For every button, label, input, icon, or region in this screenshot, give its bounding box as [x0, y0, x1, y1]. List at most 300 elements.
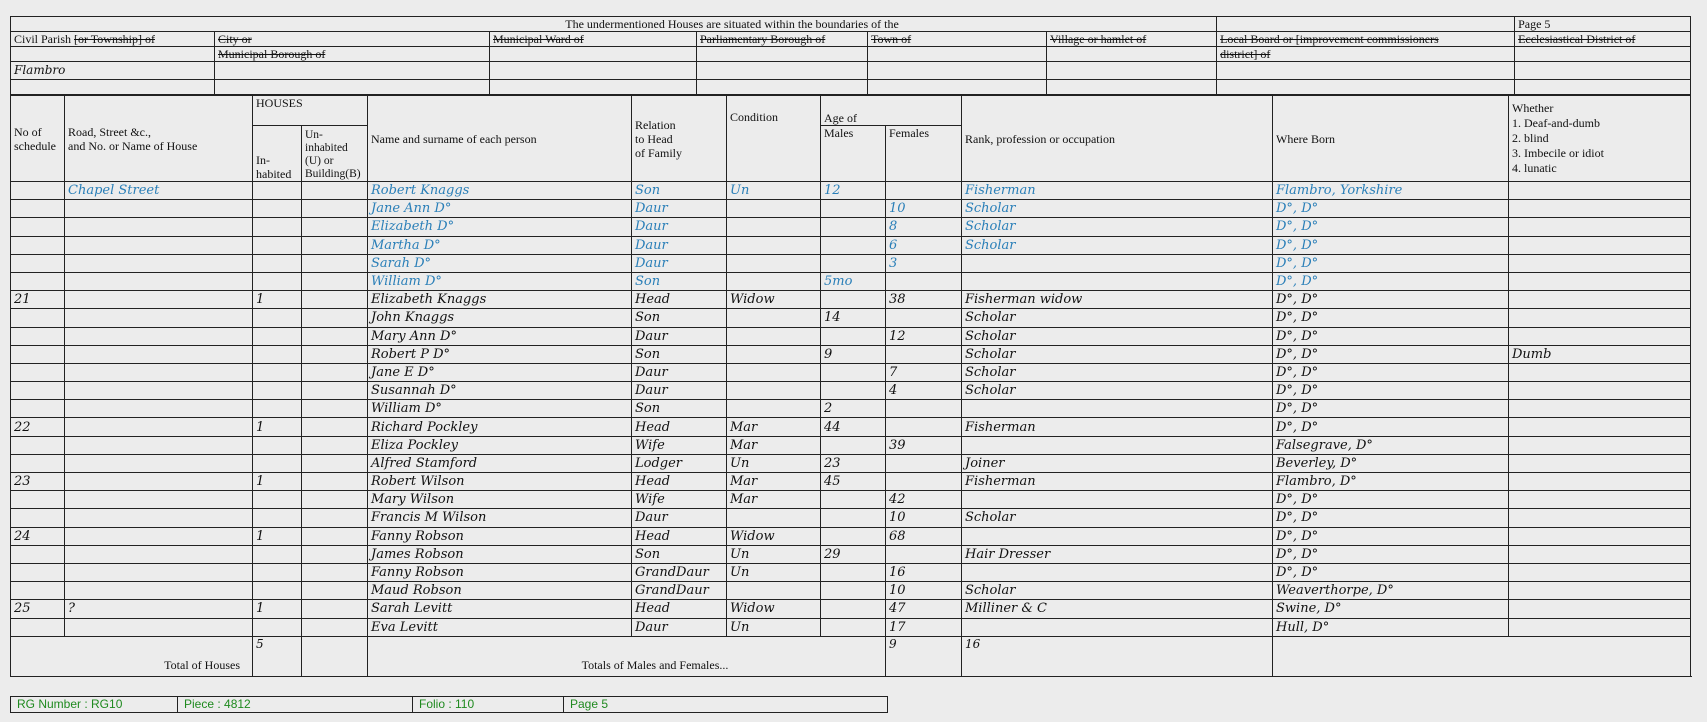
condition-cell: [727, 363, 821, 381]
schedule-cell: [11, 618, 65, 636]
uninhabited-cell: [302, 436, 368, 454]
uninhabited-cell: [302, 400, 368, 418]
whether-cell: [1509, 454, 1691, 472]
whether-cell: [1509, 418, 1691, 436]
table-row: [11, 454, 1691, 472]
table-row: [11, 236, 1691, 254]
condition-cell: [727, 509, 821, 527]
inhabited-cell: [253, 582, 302, 600]
males-cell: 9: [821, 345, 886, 363]
males-cell: [821, 509, 886, 527]
females-cell: 38: [886, 291, 962, 309]
table-row: [11, 291, 1691, 309]
whether-cell: [1509, 254, 1691, 272]
table-row: [11, 545, 1691, 563]
where-born-cell: Hull, D°: [1273, 618, 1509, 636]
town-label: Town of: [868, 32, 1047, 47]
road-cell: [65, 236, 253, 254]
inhabited-cell: 1: [253, 291, 302, 309]
relation-cell: Head: [632, 473, 727, 491]
road-cell: [65, 491, 253, 509]
females-cell: 3: [886, 254, 962, 272]
relation-cell: Head: [632, 291, 727, 309]
uninhabited-cell: [302, 327, 368, 345]
ecclesiastical-label: Ecclesiastical District of: [1515, 32, 1691, 47]
females-cell: 8: [886, 218, 962, 236]
schedule-cell: [11, 382, 65, 400]
occupation-cell: Scholar: [962, 218, 1273, 236]
col-relation: Relation to Head of Family: [632, 96, 727, 182]
occupation-cell: Scholar: [962, 236, 1273, 254]
males-cell: 14: [821, 309, 886, 327]
name-cell: Fanny Robson: [368, 527, 632, 545]
inhabited-cell: [253, 491, 302, 509]
schedule-cell: [11, 436, 65, 454]
whether-cell: [1509, 618, 1691, 636]
totals-persons-label: Totals of Males and Females...: [368, 636, 886, 676]
males-cell: 29: [821, 545, 886, 563]
males-cell: [821, 618, 886, 636]
females-cell: 10: [886, 582, 962, 600]
occupation-cell: Scholar: [962, 363, 1273, 381]
road-cell: [65, 527, 253, 545]
relation-cell: Wife: [632, 436, 727, 454]
relation-cell: Daur: [632, 509, 727, 527]
table-row: [11, 509, 1691, 527]
folio-number: Folio : 110: [413, 697, 564, 712]
name-cell: Robert Wilson: [368, 473, 632, 491]
uninhabited-cell: [302, 182, 368, 200]
where-born-cell: Flambro, Yorkshire: [1273, 182, 1509, 200]
condition-cell: Un: [727, 618, 821, 636]
condition-cell: [727, 200, 821, 218]
name-cell: Sarah D°: [368, 254, 632, 272]
occupation-cell: Scholar: [962, 382, 1273, 400]
condition-cell: Un: [727, 545, 821, 563]
relation-cell: Daur: [632, 363, 727, 381]
condition-cell: Mar: [727, 436, 821, 454]
occupation-cell: [962, 254, 1273, 272]
females-cell: [886, 309, 962, 327]
uninhabited-cell: [302, 473, 368, 491]
males-cell: 44: [821, 418, 886, 436]
col-inhabited: In- habited: [253, 126, 302, 182]
males-cell: [821, 327, 886, 345]
road-cell: [65, 309, 253, 327]
table-row: [11, 182, 1691, 200]
whether-cell: [1509, 491, 1691, 509]
where-born-cell: Flambro, D°: [1273, 473, 1509, 491]
inhabited-cell: [253, 272, 302, 290]
col-where-born: Where Born: [1273, 96, 1509, 182]
relation-cell: Daur: [632, 218, 727, 236]
females-cell: 16: [886, 563, 962, 581]
where-born-cell: D°, D°: [1273, 400, 1509, 418]
col-uninhabited: Un- inhabited (U) or Building(B): [302, 126, 368, 182]
name-cell: Robert Knaggs: [368, 182, 632, 200]
road-cell: [65, 436, 253, 454]
piece-number: Piece : 4812: [178, 697, 413, 712]
whether-cell: [1509, 236, 1691, 254]
road-cell: Chapel Street: [65, 182, 253, 200]
schedule-cell: 25: [11, 600, 65, 618]
occupation-cell: [962, 491, 1273, 509]
where-born-cell: D°, D°: [1273, 563, 1509, 581]
females-cell: [886, 272, 962, 290]
boundaries-header: [10, 16, 1691, 95]
name-cell: Sarah Levitt: [368, 600, 632, 618]
table-row: [11, 309, 1691, 327]
whether-cell: [1509, 382, 1691, 400]
females-cell: 42: [886, 491, 962, 509]
occupation-cell: [962, 436, 1273, 454]
females-cell: 17: [886, 618, 962, 636]
civil-parish-label: Civil Parish [or Township] of: [11, 32, 215, 47]
inhabited-cell: 1: [253, 473, 302, 491]
inhabited-cell: 1: [253, 418, 302, 436]
road-cell: [65, 382, 253, 400]
occupation-cell: [962, 527, 1273, 545]
where-born-cell: D°, D°: [1273, 200, 1509, 218]
table-row: [11, 600, 1691, 618]
relation-cell: Son: [632, 400, 727, 418]
schedule-cell: [11, 272, 65, 290]
table-row: [11, 400, 1691, 418]
schedule-cell: 23: [11, 473, 65, 491]
males-cell: [821, 200, 886, 218]
name-cell: Alfred Stamford: [368, 454, 632, 472]
males-cell: [821, 491, 886, 509]
table-row: [11, 473, 1691, 491]
uninhabited-cell: [302, 309, 368, 327]
name-cell: Robert P D°: [368, 345, 632, 363]
whether-cell: [1509, 363, 1691, 381]
name-cell: Maud Robson: [368, 582, 632, 600]
condition-cell: Mar: [727, 473, 821, 491]
whether-cell: [1509, 436, 1691, 454]
inhabited-cell: [253, 454, 302, 472]
name-cell: John Knaggs: [368, 309, 632, 327]
whether-cell: [1509, 309, 1691, 327]
occupation-cell: Scholar: [962, 509, 1273, 527]
occupation-cell: Fisherman widow: [962, 291, 1273, 309]
schedule-cell: [11, 182, 65, 200]
parliamentary-label: Parliamentary Borough of: [697, 32, 868, 47]
inhabited-cell: [253, 236, 302, 254]
females-cell: [886, 182, 962, 200]
name-cell: Mary Wilson: [368, 491, 632, 509]
females-cell: [886, 454, 962, 472]
occupation-cell: Scholar: [962, 327, 1273, 345]
inhabited-cell: [253, 309, 302, 327]
table-row: [11, 345, 1691, 363]
where-born-cell: D°, D°: [1273, 527, 1509, 545]
whether-cell: [1509, 200, 1691, 218]
females-cell: 10: [886, 509, 962, 527]
inhabited-cell: 1: [253, 600, 302, 618]
whether-cell: [1509, 582, 1691, 600]
page-number: Page 5: [570, 697, 609, 711]
males-cell: [821, 363, 886, 381]
schedule-cell: [11, 454, 65, 472]
where-born-cell: D°, D°: [1273, 236, 1509, 254]
road-cell: [65, 363, 253, 381]
uninhabited-cell: [302, 491, 368, 509]
road-cell: [65, 400, 253, 418]
condition-cell: Widow: [727, 527, 821, 545]
col-males: Males: [821, 126, 886, 182]
whether-cell: Dumb: [1509, 345, 1691, 363]
col-condition: Condition: [727, 96, 821, 182]
females-cell: 4: [886, 382, 962, 400]
road-cell: [65, 345, 253, 363]
uninhabited-cell: [302, 509, 368, 527]
occupation-cell: Scholar: [962, 309, 1273, 327]
whether-cell: [1509, 182, 1691, 200]
rg-number: RG Number : RG10: [11, 697, 178, 712]
village-label: Village or hamlet of: [1047, 32, 1217, 47]
inhabited-cell: [253, 182, 302, 200]
schedule-cell: 24: [11, 527, 65, 545]
females-cell: 10: [886, 200, 962, 218]
males-cell: 5mo: [821, 272, 886, 290]
road-cell: [65, 200, 253, 218]
name-cell: William D°: [368, 400, 632, 418]
uninhabited-cell: [302, 218, 368, 236]
road-cell: [65, 582, 253, 600]
relation-cell: Head: [632, 600, 727, 618]
females-cell: 68: [886, 527, 962, 545]
condition-cell: [727, 218, 821, 236]
occupation-cell: [962, 618, 1273, 636]
where-born-cell: D°, D°: [1273, 345, 1509, 363]
relation-cell: Son: [632, 309, 727, 327]
schedule-cell: [11, 509, 65, 527]
males-cell: [821, 527, 886, 545]
uninhabited-cell: [302, 545, 368, 563]
males-cell: [821, 582, 886, 600]
females-cell: [886, 473, 962, 491]
inhabited-cell: [253, 345, 302, 363]
uninhabited-cell: [302, 527, 368, 545]
whether-cell: [1509, 545, 1691, 563]
schedule-cell: [11, 582, 65, 600]
table-row: [11, 254, 1691, 272]
whether-cell: [1509, 272, 1691, 290]
condition-cell: [727, 236, 821, 254]
schedule-cell: [11, 309, 65, 327]
whether-cell: [1509, 291, 1691, 309]
uninhabited-cell: [302, 345, 368, 363]
condition-cell: [727, 254, 821, 272]
whether-cell: [1509, 400, 1691, 418]
males-cell: 23: [821, 454, 886, 472]
condition-cell: [727, 309, 821, 327]
schedule-cell: [11, 218, 65, 236]
females-cell: 39: [886, 436, 962, 454]
road-cell: [65, 272, 253, 290]
relation-cell: Daur: [632, 254, 727, 272]
col-road: Road, Street &c., and No. or Name of House: [65, 96, 253, 182]
name-cell: Eliza Pockley: [368, 436, 632, 454]
uninhabited-cell: [302, 618, 368, 636]
schedule-cell: [11, 200, 65, 218]
where-born-cell: D°, D°: [1273, 309, 1509, 327]
inhabited-cell: 1: [253, 527, 302, 545]
inhabited-cell: [253, 218, 302, 236]
census-table: [10, 95, 1691, 677]
name-cell: William D°: [368, 272, 632, 290]
where-born-cell: D°, D°: [1273, 291, 1509, 309]
females-cell: [886, 400, 962, 418]
condition-cell: [727, 382, 821, 400]
whether-cell: [1509, 563, 1691, 581]
name-cell: Richard Pockley: [368, 418, 632, 436]
census-sheet: [10, 16, 1691, 677]
occupation-cell: Fisherman: [962, 182, 1273, 200]
uninhabited-cell: [302, 254, 368, 272]
table-row: [11, 527, 1691, 545]
total-females-value: 16: [962, 636, 1273, 676]
table-row: [11, 272, 1691, 290]
road-cell: [65, 473, 253, 491]
uninhabited-cell: [302, 454, 368, 472]
males-cell: 12: [821, 182, 886, 200]
schedule-cell: [11, 400, 65, 418]
census-rows: [11, 182, 1691, 637]
uninhabited-cell: [302, 272, 368, 290]
condition-cell: [727, 272, 821, 290]
table-row: [11, 563, 1691, 581]
occupation-cell: Joiner: [962, 454, 1273, 472]
uninhabited-cell: [302, 600, 368, 618]
condition-cell: Widow: [727, 600, 821, 618]
relation-cell: Daur: [632, 236, 727, 254]
condition-cell: [727, 327, 821, 345]
relation-cell: Lodger: [632, 454, 727, 472]
page-label: Page 5: [1515, 17, 1691, 32]
relation-cell: Head: [632, 418, 727, 436]
local-board-label: Local Board or [improvement commissioners: [1217, 32, 1515, 47]
inhabited-cell: [253, 327, 302, 345]
table-row: [11, 382, 1691, 400]
col-schedule: No of schedule: [11, 96, 65, 182]
females-cell: 6: [886, 236, 962, 254]
relation-cell: GrandDaur: [632, 582, 727, 600]
condition-cell: [727, 400, 821, 418]
name-cell: Jane Ann D°: [368, 200, 632, 218]
name-cell: Francis M Wilson: [368, 509, 632, 527]
road-cell: [65, 418, 253, 436]
road-cell: [65, 454, 253, 472]
where-born-cell: D°, D°: [1273, 509, 1509, 527]
city-label-cont: Municipal Borough of: [215, 47, 490, 62]
males-cell: [821, 254, 886, 272]
females-cell: [886, 418, 962, 436]
relation-cell: Son: [632, 272, 727, 290]
males-cell: [821, 563, 886, 581]
parish-value: Flambro: [11, 62, 215, 80]
occupation-cell: Scholar: [962, 345, 1273, 363]
road-cell: ?: [65, 600, 253, 618]
relation-cell: Daur: [632, 618, 727, 636]
col-females: Females: [886, 126, 962, 182]
males-cell: 2: [821, 400, 886, 418]
occupation-cell: Scholar: [962, 200, 1273, 218]
name-cell: Elizabeth D°: [368, 218, 632, 236]
males-cell: [821, 600, 886, 618]
relation-cell: Daur: [632, 327, 727, 345]
uninhabited-cell: [302, 291, 368, 309]
where-born-cell: D°, D°: [1273, 491, 1509, 509]
males-cell: [821, 436, 886, 454]
uninhabited-cell: [302, 418, 368, 436]
schedule-cell: [11, 345, 65, 363]
inhabited-cell: [253, 382, 302, 400]
occupation-cell: Fisherman: [962, 418, 1273, 436]
inhabited-cell: [253, 436, 302, 454]
total-males-value: 9: [886, 636, 962, 676]
reference-footer: [10, 696, 888, 713]
total-houses-value: 5: [253, 636, 302, 676]
condition-cell: Un: [727, 454, 821, 472]
whether-cell: [1509, 473, 1691, 491]
uninhabited-cell: [302, 363, 368, 381]
relation-cell: Son: [632, 182, 727, 200]
where-born-cell: D°, D°: [1273, 418, 1509, 436]
inhabited-cell: [253, 363, 302, 381]
schedule-cell: [11, 254, 65, 272]
table-row: [11, 218, 1691, 236]
where-born-cell: D°, D°: [1273, 272, 1509, 290]
females-cell: 7: [886, 363, 962, 381]
table-row: [11, 436, 1691, 454]
males-cell: 45: [821, 473, 886, 491]
road-cell: [65, 218, 253, 236]
local-board-label-cont: district] of: [1217, 47, 1515, 62]
name-cell: James Robson: [368, 545, 632, 563]
condition-cell: Un: [727, 563, 821, 581]
females-cell: 47: [886, 600, 962, 618]
occupation-cell: Hair Dresser: [962, 545, 1273, 563]
road-cell: [65, 254, 253, 272]
name-cell: Mary Ann D°: [368, 327, 632, 345]
schedule-cell: [11, 563, 65, 581]
where-born-cell: Beverley, D°: [1273, 454, 1509, 472]
inhabited-cell: [253, 254, 302, 272]
males-cell: [821, 382, 886, 400]
road-cell: [65, 509, 253, 527]
col-occupation: Rank, profession or occupation: [962, 96, 1273, 182]
table-row: [11, 200, 1691, 218]
inhabited-cell: [253, 400, 302, 418]
whether-cell: [1509, 509, 1691, 527]
table-row: [11, 582, 1691, 600]
city-label: City or: [215, 32, 490, 47]
col-age-of: Age of: [821, 96, 962, 126]
relation-cell: Daur: [632, 200, 727, 218]
where-born-cell: Weaverthorpe, D°: [1273, 582, 1509, 600]
females-cell: 12: [886, 327, 962, 345]
name-cell: Martha D°: [368, 236, 632, 254]
table-row: [11, 418, 1691, 436]
females-cell: [886, 545, 962, 563]
condition-cell: [727, 582, 821, 600]
condition-cell: Un: [727, 182, 821, 200]
condition-cell: Widow: [727, 291, 821, 309]
condition-cell: Mar: [727, 491, 821, 509]
name-cell: Eva Levitt: [368, 618, 632, 636]
